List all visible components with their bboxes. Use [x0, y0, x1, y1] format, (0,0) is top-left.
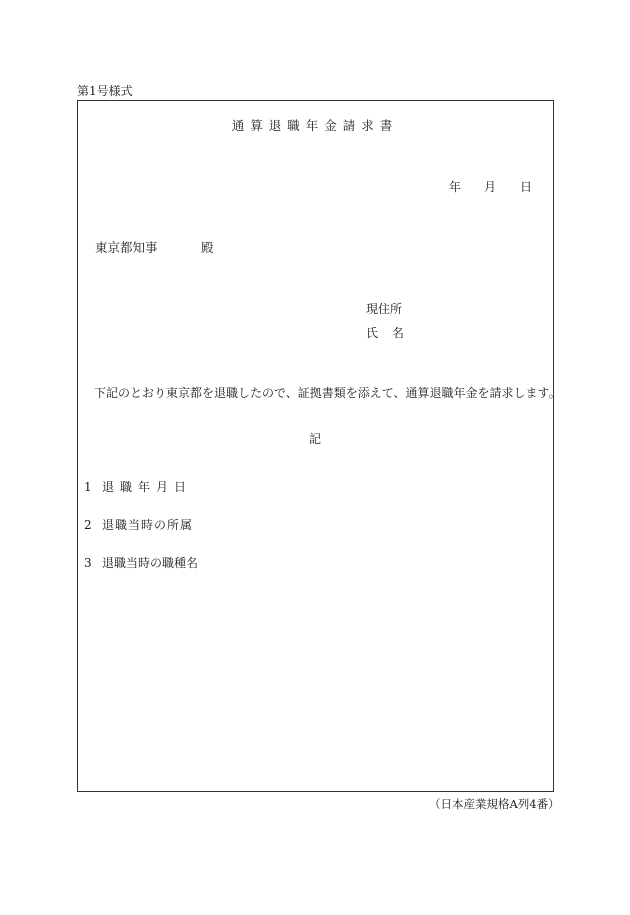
ki-heading: 記 — [308, 432, 321, 446]
item-label: 退職当時の所属 — [102, 518, 194, 532]
list-item — [84, 519, 193, 531]
item-label: 退職当時の職種名 — [102, 556, 199, 570]
item-number: 2 — [84, 518, 92, 532]
request-statement: 下記のとおり東京都を退職したので、証拠書類を添えて、通算退職年金を請求します。 — [94, 386, 561, 400]
item-label: 退職年月日 — [102, 480, 193, 494]
document-title: 通算退職年金請求書 — [231, 118, 399, 133]
name-label: 氏 名 — [366, 326, 404, 340]
list-item — [84, 557, 198, 569]
paper-size-note: （日本産業規格A列4番） — [429, 797, 560, 811]
date-day-label: 日 — [520, 180, 533, 194]
form-frame — [77, 100, 554, 792]
addressee: 東京都知事 — [95, 240, 158, 255]
current-address-label: 現住所 — [366, 302, 403, 316]
item-number: 1 — [84, 480, 92, 494]
form-number-label: 第1号様式 — [77, 84, 133, 98]
honorific: 殿 — [201, 240, 214, 255]
date-month-label: 月 — [484, 180, 497, 194]
list-item — [84, 481, 192, 493]
date-year-label: 年 — [449, 180, 462, 194]
item-number: 3 — [84, 556, 92, 570]
